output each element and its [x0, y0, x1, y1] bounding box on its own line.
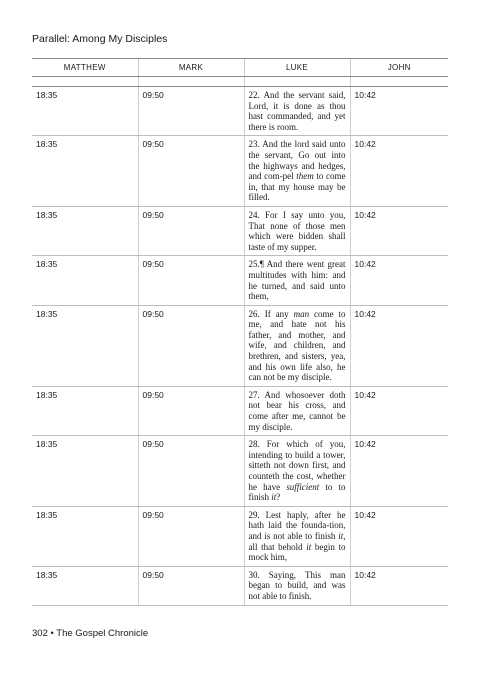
- john-ref: 10:42: [350, 566, 448, 605]
- john-ref: 10:42: [350, 305, 448, 386]
- mark-ref: 09:50: [138, 436, 244, 507]
- matthew-ref: 18:35: [32, 305, 138, 386]
- john-ref: 10:42: [350, 386, 448, 435]
- john-ref: 10:42: [350, 206, 448, 255]
- table-row: [32, 566, 448, 605]
- column-header-luke: LUKE: [244, 59, 350, 77]
- table-row: [32, 206, 448, 255]
- matthew-ref: 18:35: [32, 566, 138, 605]
- john-ref: 10:42: [350, 256, 448, 305]
- page-title: Parallel: Among My Disciples: [32, 33, 168, 45]
- mark-ref: 09:50: [138, 206, 244, 255]
- parallel-table: [32, 58, 448, 606]
- table-row: [32, 436, 448, 507]
- matthew-ref: 18:35: [32, 436, 138, 507]
- table-row: [32, 305, 448, 386]
- table-row: [32, 386, 448, 435]
- mark-ref: 09:50: [138, 566, 244, 605]
- luke-verse: 24. For I say unto you, That none of those men which were bidden shall taste of my supper.: [244, 206, 350, 255]
- column-header-matthew: MATTHEW: [32, 59, 138, 77]
- mark-ref: 09:50: [138, 305, 244, 386]
- mark-ref: 09:50: [138, 386, 244, 435]
- column-header-john: JOHN: [350, 59, 448, 77]
- matthew-ref: 18:35: [32, 136, 138, 207]
- mark-ref: 09:50: [138, 87, 244, 136]
- john-ref: 10:42: [350, 506, 448, 566]
- luke-verse: 27. And whosoever doth not bear his cross, and come after me, cannot be my disciple.: [244, 386, 350, 435]
- john-ref: 10:42: [350, 87, 448, 136]
- luke-verse: 30. Saying, This man began to build, and was not able to finish.: [244, 566, 350, 605]
- luke-verse: 28. For which of you, intending to build a tower, sitteth not down first, and counteth the cost, whether he have sufficient to to finish it?: [244, 436, 350, 507]
- table-row: [32, 136, 448, 207]
- mark-ref: 09:50: [138, 506, 244, 566]
- luke-verse: 23. And the lord said unto the servant, Go out into the highways and hedges, and com-pel them to come in, that my house may be filled.: [244, 136, 350, 207]
- header-spacer: [32, 77, 448, 87]
- table-row: [32, 256, 448, 305]
- page-footer: 302 • The Gospel Chronicle: [32, 628, 149, 639]
- luke-verse: 22. And the servant said, Lord, it is done as thou hast commanded, and yet there is room.: [244, 87, 350, 136]
- matthew-ref: 18:35: [32, 206, 138, 255]
- john-ref: 10:42: [350, 436, 448, 507]
- luke-verse: 26. If any man come to me, and hate not his father, and mother, and wife, and children, and brethren, and sisters, yea, and his own life also, he can not be my disciple.: [244, 305, 350, 386]
- mark-ref: 09:50: [138, 136, 244, 207]
- matthew-ref: 18:35: [32, 506, 138, 566]
- matthew-ref: 18:35: [32, 87, 138, 136]
- column-header-mark: MARK: [138, 59, 244, 77]
- table-row: [32, 87, 448, 136]
- luke-verse: 25.¶ And there went great multitudes with him: and he turned, and said unto them,: [244, 256, 350, 305]
- matthew-ref: 18:35: [32, 256, 138, 305]
- luke-verse: 29. Lest haply, after he hath laid the founda-tion, and is not able to finish it, all that behold it begin to mock him,: [244, 506, 350, 566]
- table-header-row: [32, 59, 448, 77]
- matthew-ref: 18:35: [32, 386, 138, 435]
- mark-ref: 09:50: [138, 256, 244, 305]
- table-row: [32, 506, 448, 566]
- john-ref: 10:42: [350, 136, 448, 207]
